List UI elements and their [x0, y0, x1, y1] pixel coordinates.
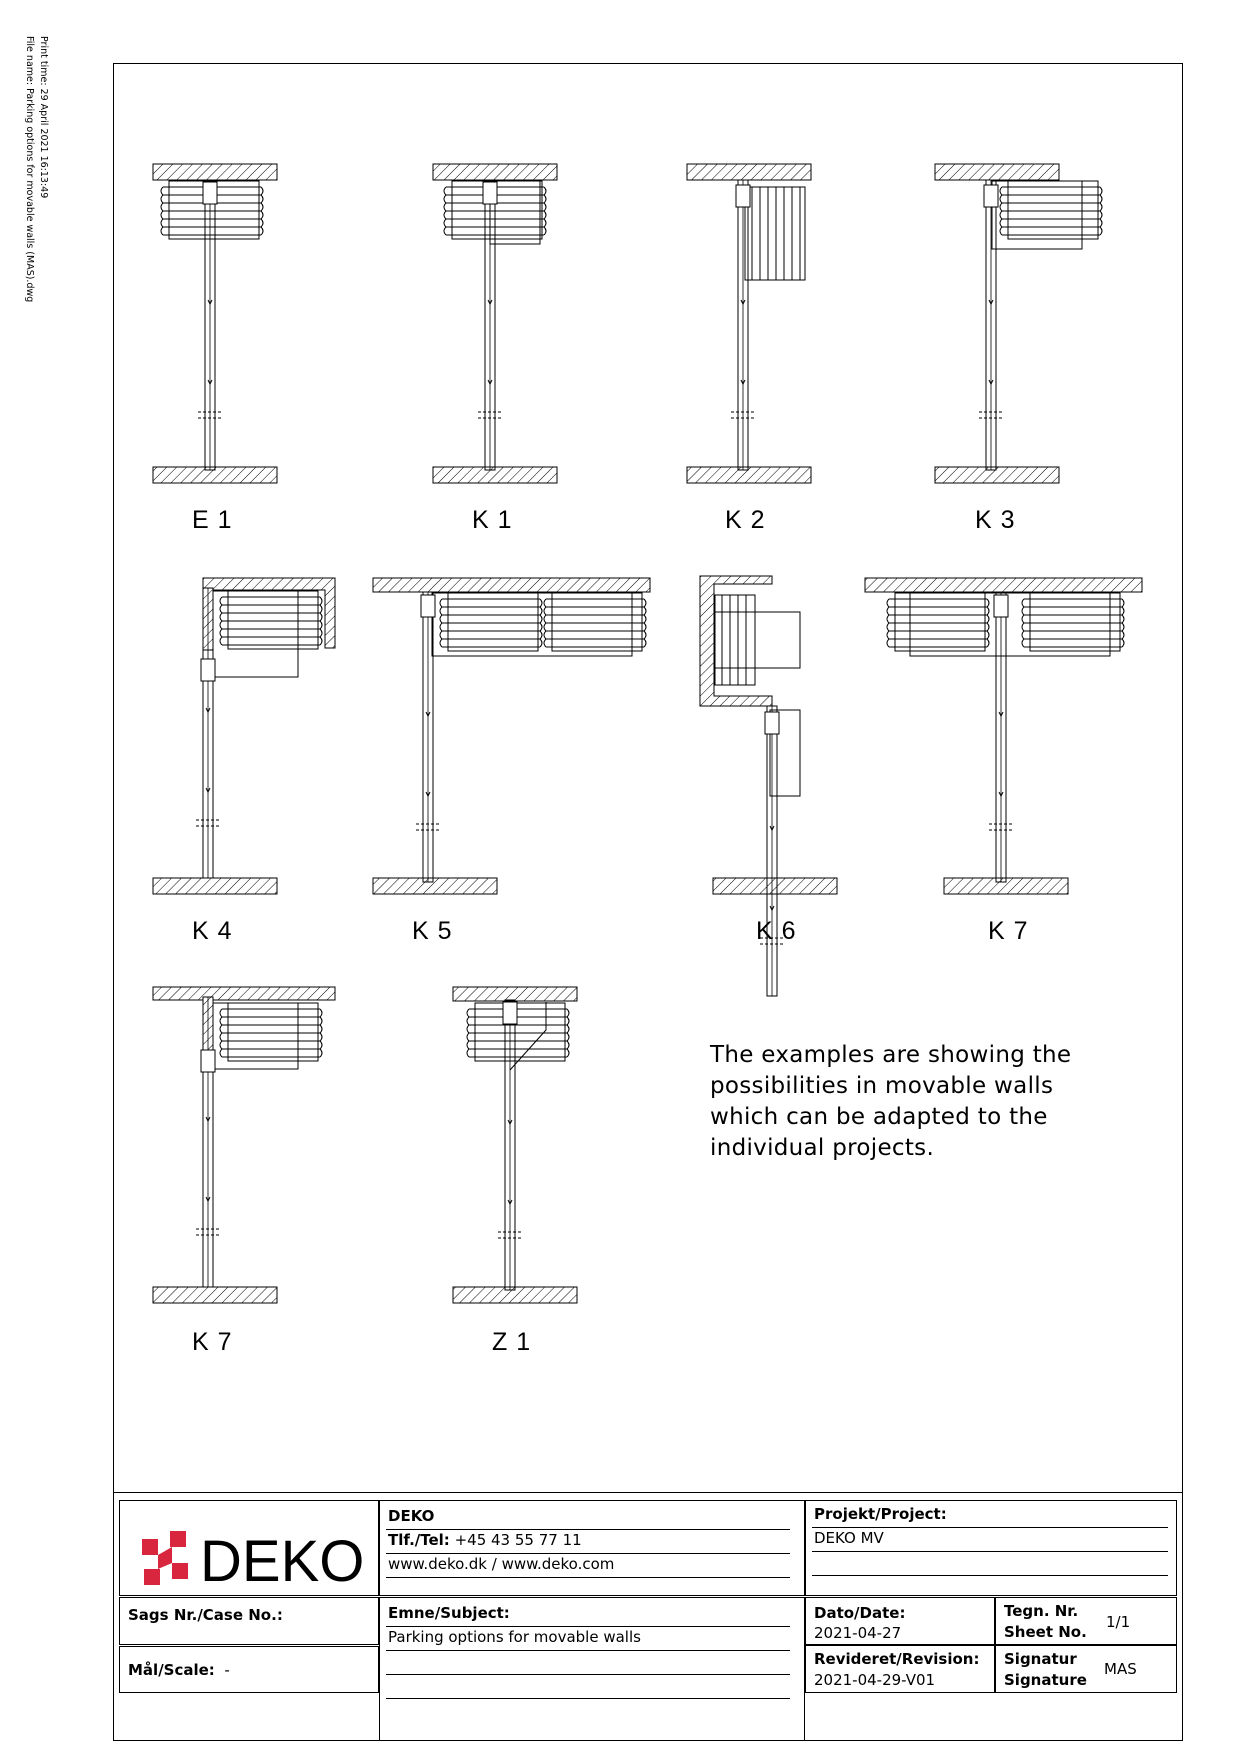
title-block: [113, 1492, 1183, 1741]
scale-cell: Mål/Scale: -: [119, 1646, 379, 1693]
diagram-k3: [935, 164, 1102, 483]
file-name: File name: Parking options for movable walls (MAS).dwg: [24, 36, 35, 303]
label-k7-b: K 7: [192, 1328, 233, 1356]
label-k7-a: K 7: [988, 917, 1029, 945]
signature-cell: Signatur Signature MAS: [995, 1645, 1177, 1693]
revision-cell: Revideret/Revision: 2021-04-29-V01: [805, 1645, 995, 1693]
diagram-z1: [453, 987, 577, 1303]
diagram-k5: [373, 578, 650, 894]
diagram-k7-b: [153, 987, 335, 1303]
company-cell: DEKO Tlf./Tel: +45 43 55 77 11 www.deko.dk / www.deko.com: [379, 1500, 805, 1596]
sheet-cell: Tegn. Nr. Sheet No. 1/1: [995, 1597, 1177, 1645]
date-cell: Dato/Date: 2021-04-27: [805, 1597, 995, 1645]
diagram-k7-a: [865, 578, 1142, 894]
case-cell: Sags Nr./Case No.:: [119, 1597, 379, 1645]
label-k6: K 6: [756, 917, 797, 945]
deko-logo: [142, 1529, 382, 1589]
label-k2: K 2: [725, 506, 766, 534]
label-e1: E 1: [192, 506, 233, 534]
label-z1: Z 1: [492, 1328, 532, 1356]
diagram-k2: [687, 164, 811, 483]
logo-text: DEKO: [200, 1529, 365, 1589]
subject-cell: Emne/Subject: Parking options for movable walls: [379, 1597, 805, 1741]
print-time: Print time: 29 April 2021 16:13:49: [38, 36, 49, 199]
diagram-k1: [433, 164, 557, 483]
diagram-k4: [153, 578, 335, 894]
explanation-note: The examples are showing the possibilities in movable walls which can be adapted to the individual projects.: [710, 1042, 1072, 1161]
diagram-e1: [153, 164, 277, 483]
logo-cell: [119, 1500, 379, 1596]
label-k1: K 1: [472, 506, 513, 534]
label-k3: K 3: [975, 506, 1016, 534]
label-k5: K 5: [412, 917, 453, 945]
project-cell: Projekt/Project: DEKO MV: [805, 1500, 1177, 1596]
label-k4: K 4: [192, 917, 233, 945]
